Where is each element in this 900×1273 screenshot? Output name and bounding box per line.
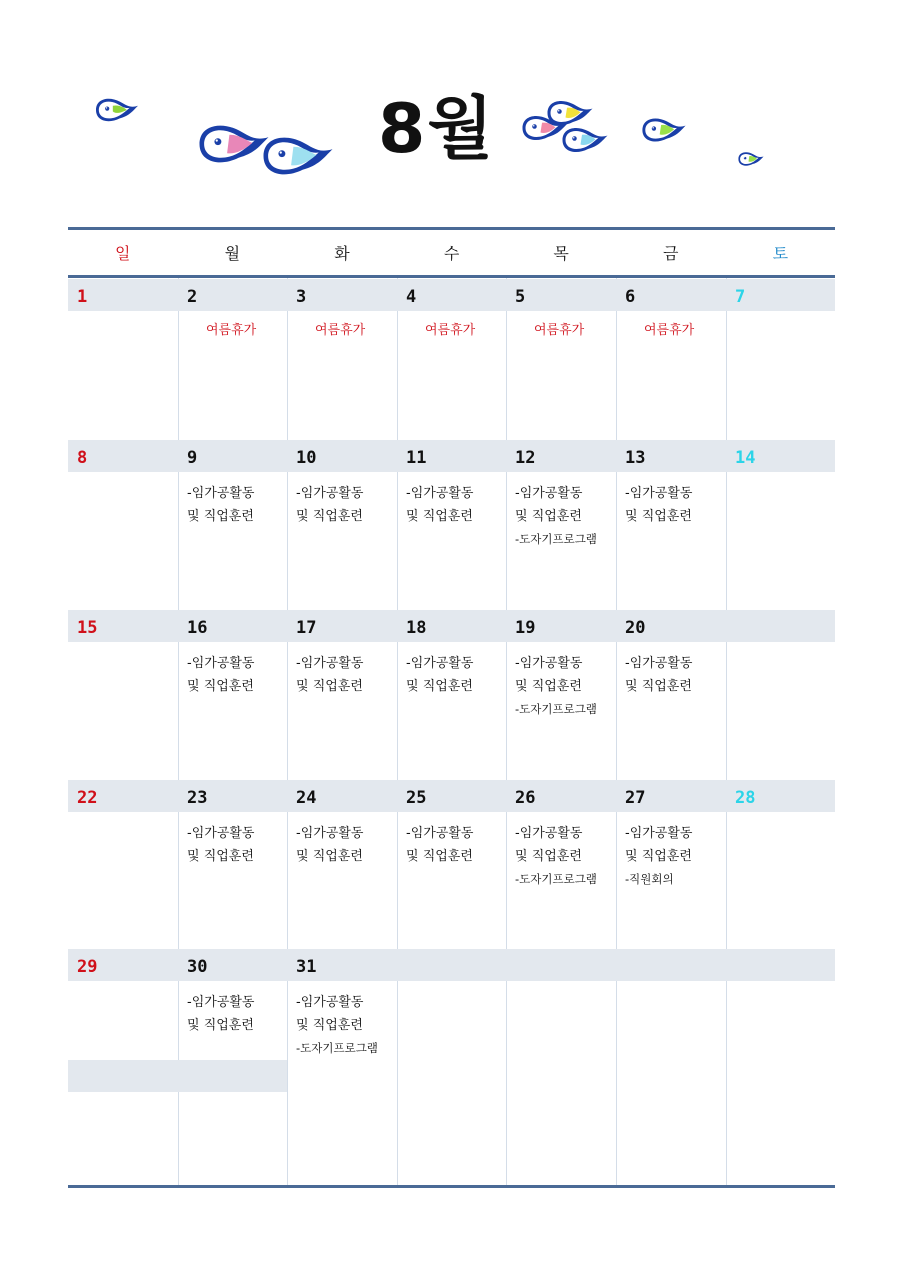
day-events xyxy=(406,652,473,698)
event-text: 및 직업훈련 xyxy=(515,509,582,524)
event-text: -임가공활동 xyxy=(296,995,364,1010)
date-number: 6 xyxy=(625,287,636,307)
fish-icon-8 xyxy=(738,152,763,165)
day-events xyxy=(515,652,597,721)
event-text: -도자기프로그램 xyxy=(515,702,597,716)
event-text: -임가공활동 xyxy=(187,826,255,841)
column-divider xyxy=(397,278,398,1185)
weekday-header: 토 xyxy=(772,244,789,263)
date-number: 29 xyxy=(77,957,98,977)
day-events xyxy=(187,991,254,1037)
event-text: -임가공활동 xyxy=(515,826,583,841)
date-number: 12 xyxy=(515,448,536,468)
event-text: -임가공활동 xyxy=(406,486,474,501)
fish-icon-6 xyxy=(563,128,608,152)
date-number: 15 xyxy=(77,618,98,638)
date-number: 4 xyxy=(406,287,417,307)
event-text: -도자기프로그램 xyxy=(515,872,597,886)
event-text: -임가공활동 xyxy=(187,995,255,1010)
fish-icon-4 xyxy=(548,101,593,125)
event-text: -임가공활동 xyxy=(625,486,693,501)
weekday-header: 일 xyxy=(115,244,131,263)
day-events xyxy=(296,991,378,1060)
event-text: -임가공활동 xyxy=(296,826,364,841)
week-date-band xyxy=(68,780,835,812)
event-text: 및 직업훈련 xyxy=(187,849,254,864)
event-text: 및 직업훈련 xyxy=(625,849,692,864)
event-text: 및 직업훈련 xyxy=(515,849,582,864)
empty-week-band xyxy=(68,1060,287,1092)
calendar-bottom-rule xyxy=(68,1185,835,1188)
day-events xyxy=(406,482,473,528)
date-number: 25 xyxy=(406,788,427,808)
fish-icon-7 xyxy=(642,118,685,141)
column-divider xyxy=(616,278,617,1185)
event-text: 및 직업훈련 xyxy=(625,679,692,694)
date-number: 10 xyxy=(296,448,317,468)
week-date-band xyxy=(68,440,835,472)
event-text: 여름휴가 xyxy=(206,323,257,338)
fish-icon-1 xyxy=(96,99,138,121)
weekday-header: 금 xyxy=(663,244,679,263)
date-number: 9 xyxy=(187,448,198,468)
event-text: -임가공활동 xyxy=(187,656,255,671)
event-text: -임가공활동 xyxy=(296,486,364,501)
week-date-band xyxy=(68,949,835,981)
event-text: 및 직업훈련 xyxy=(187,509,254,524)
date-number: 31 xyxy=(296,957,317,977)
event-text: -도자기프로그램 xyxy=(296,1041,378,1055)
event-text: 및 직업훈련 xyxy=(187,679,254,694)
date-number: 1 xyxy=(77,287,88,307)
day-events xyxy=(296,822,363,868)
event-text: 및 직업훈련 xyxy=(296,1018,363,1033)
date-number: 22 xyxy=(77,788,98,808)
date-number: 20 xyxy=(625,618,646,638)
event-text: -도자기프로그램 xyxy=(515,532,597,546)
event-text: -임가공활동 xyxy=(406,656,474,671)
date-number: 30 xyxy=(187,957,208,977)
date-number: 7 xyxy=(735,287,746,307)
date-number: 14 xyxy=(735,448,756,468)
event-text: 및 직업훈련 xyxy=(296,509,363,524)
date-number: 17 xyxy=(296,618,317,638)
day-events xyxy=(296,482,363,528)
event-text: -임가공활동 xyxy=(515,656,583,671)
day-events xyxy=(515,822,597,891)
day-events xyxy=(296,652,363,698)
day-events xyxy=(206,319,256,342)
day-events xyxy=(625,482,692,528)
event-text: 및 직업훈련 xyxy=(625,509,692,524)
event-text: 및 직업훈련 xyxy=(515,679,582,694)
event-text: -임가공활동 xyxy=(296,656,364,671)
date-number: 16 xyxy=(187,618,208,638)
date-number: 28 xyxy=(735,788,756,808)
day-events xyxy=(625,822,692,891)
event-text: 및 직업훈련 xyxy=(296,849,363,864)
event-text: -직원회의 xyxy=(625,872,674,886)
column-divider xyxy=(506,278,507,1185)
date-number: 23 xyxy=(187,788,208,808)
date-number: 18 xyxy=(406,618,427,638)
event-text: 및 직업훈련 xyxy=(406,849,473,864)
fish-decoration xyxy=(0,0,900,200)
event-text: 여름휴가 xyxy=(644,323,695,338)
date-number: 2 xyxy=(187,287,198,307)
day-events xyxy=(625,652,692,698)
event-text: 및 직업훈련 xyxy=(406,509,473,524)
event-text: -임가공활동 xyxy=(406,826,474,841)
event-text: -임가공활동 xyxy=(625,656,693,671)
day-events xyxy=(406,822,473,868)
fish-icon-2 xyxy=(200,126,269,163)
event-text: 및 직업훈련 xyxy=(296,679,363,694)
event-text: 및 직업훈련 xyxy=(406,679,473,694)
week-date-band xyxy=(68,610,835,642)
day-events xyxy=(425,319,475,342)
page-title: 8월 xyxy=(378,90,496,169)
date-number: 8 xyxy=(77,448,88,468)
day-events xyxy=(644,319,694,342)
weekday-header: 목 xyxy=(553,244,569,263)
column-divider xyxy=(178,278,179,1185)
date-number: 5 xyxy=(515,287,526,307)
day-events xyxy=(187,822,254,868)
weekday-header: 화 xyxy=(334,244,350,263)
fish-icon-3 xyxy=(264,138,333,175)
week-date-band xyxy=(68,279,835,311)
date-number: 27 xyxy=(625,788,646,808)
event-text: 및 직업훈련 xyxy=(187,1018,254,1033)
day-events xyxy=(187,652,254,698)
date-number: 3 xyxy=(296,287,307,307)
weekday-header: 월 xyxy=(224,244,241,263)
day-events xyxy=(315,319,365,342)
weekday-header: 수 xyxy=(443,244,460,263)
date-number: 11 xyxy=(406,448,427,468)
event-text: 여름휴가 xyxy=(425,323,476,338)
date-number: 24 xyxy=(296,788,317,808)
calendar-top-rule xyxy=(68,227,835,230)
day-events xyxy=(187,482,254,528)
column-divider xyxy=(287,278,288,1185)
date-number: 26 xyxy=(515,788,536,808)
event-text: 여름휴가 xyxy=(534,323,585,338)
event-text: -임가공활동 xyxy=(515,486,583,501)
event-text: -임가공활동 xyxy=(625,826,693,841)
day-events xyxy=(515,482,597,551)
event-text: -임가공활동 xyxy=(187,486,255,501)
column-divider xyxy=(726,278,727,1185)
event-text: 여름휴가 xyxy=(315,323,366,338)
date-number: 13 xyxy=(625,448,646,468)
day-events xyxy=(534,319,584,342)
date-number: 19 xyxy=(515,618,536,638)
